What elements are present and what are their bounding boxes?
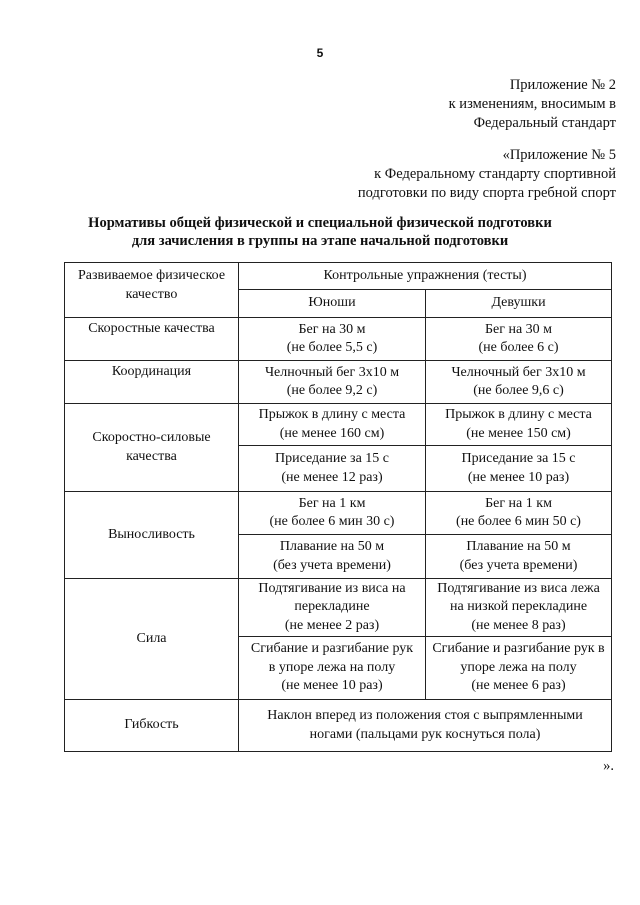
test-line: ногами (пальцами рук коснуться пола) xyxy=(309,726,541,742)
annex-line: Приложение № 2 xyxy=(509,77,616,93)
test-line: (не более 6 с) xyxy=(478,340,559,355)
annex-quote-line: к Федеральному стандарту спортивной xyxy=(374,166,616,182)
annex-line: к изменениям, вносимым в xyxy=(448,96,616,112)
quality-cell xyxy=(65,404,239,492)
quality-line: Скоростно-силовые xyxy=(92,430,211,445)
test-line: Подтягивание из виса лежа xyxy=(437,580,600,596)
quality-cell: Гибкость xyxy=(65,700,239,752)
test-line: (не более 9,6 с) xyxy=(473,383,564,398)
table-row xyxy=(65,318,612,361)
test-line: Плавание на 50 м xyxy=(466,539,571,554)
test-line: на низкой перекладине xyxy=(449,599,588,615)
quality-cell: Выносливость xyxy=(65,492,239,579)
girls-test-cell xyxy=(426,361,612,404)
quality-line: качества xyxy=(126,448,177,464)
test-line: упоре лежа на полу xyxy=(460,659,577,675)
table-row xyxy=(65,579,612,637)
table-row xyxy=(65,700,612,752)
test-line: Бег на 30 м xyxy=(484,321,553,337)
test-line: Челночный бег 3x10 м xyxy=(451,364,586,380)
test-line: Сгибание и разгибание рук xyxy=(250,641,414,657)
boys-test-cell xyxy=(239,361,426,404)
test-line: Сгибание и разгибание рук в xyxy=(432,641,605,657)
girls-test-cell xyxy=(426,446,612,492)
boys-test-cell xyxy=(239,446,426,492)
boys-test-cell xyxy=(239,492,426,535)
test-line: (не менее 8 раз) xyxy=(471,617,566,633)
table-header-row xyxy=(65,263,612,290)
quality-cell: Сила xyxy=(65,579,239,700)
test-line: Челночный бег 3x10 м xyxy=(264,364,400,380)
girls-test-cell xyxy=(426,535,612,579)
test-line: (не менее 12 раз) xyxy=(281,469,383,485)
test-line: Плавание на 50 м xyxy=(279,539,385,554)
header-quality-line: Развиваемое физическое xyxy=(77,268,226,283)
test-line: Бег на 1 км xyxy=(298,495,366,511)
title-line: для зачисления в группы на этапе начальной подготовки xyxy=(131,233,509,249)
document-title xyxy=(0,214,640,250)
test-line: перекладине xyxy=(294,599,370,615)
header-tests-cell: Контрольные упражнения (тесты) xyxy=(239,263,612,290)
annex-quote-reference xyxy=(358,146,616,203)
quality-cell: Скоростные качества xyxy=(65,318,239,361)
test-line: (не более 6 мин 50 с) xyxy=(456,514,581,529)
header-quality-cell xyxy=(65,263,239,318)
quality-cell: Координация xyxy=(65,361,239,404)
annex-quote-line: подготовки по виду спорта гребной спорт xyxy=(357,185,616,201)
test-line: Подтягивание из виса на xyxy=(258,580,406,596)
test-line: Приседание за 15 с xyxy=(274,451,389,466)
annex-reference xyxy=(449,76,616,133)
standards-table xyxy=(64,262,612,752)
test-line: (не более 6 мин 30 с) xyxy=(269,514,395,529)
table-row xyxy=(65,361,612,404)
test-line: (не менее 160 см) xyxy=(279,425,385,441)
header-girls-cell: Девушки xyxy=(426,290,612,318)
annex-quote-line: «Приложение № 5 xyxy=(502,147,616,163)
test-line: (не более 9,2 с) xyxy=(286,383,378,398)
test-line: (не менее 150 см) xyxy=(466,425,571,441)
test-line: (без учета времени) xyxy=(273,557,391,573)
header-quality-line: качество xyxy=(125,286,178,302)
table-row xyxy=(65,492,612,535)
test-line: (не менее 2 раз) xyxy=(284,617,380,633)
boys-test-cell xyxy=(239,579,426,637)
boys-test-cell xyxy=(239,318,426,361)
boys-test-cell xyxy=(239,404,426,446)
test-line: (без учета времени) xyxy=(459,557,578,573)
table-row xyxy=(65,404,612,446)
page-number: 5 xyxy=(316,46,324,60)
test-line: (не менее 10 раз) xyxy=(467,469,570,485)
test-line: Бег на 1 км xyxy=(485,495,552,511)
girls-test-cell xyxy=(426,579,612,637)
test-line: (не менее 6 раз) xyxy=(471,678,566,694)
test-line: Приседание за 15 с xyxy=(461,451,576,466)
header-boys-cell: Юноши xyxy=(239,290,426,318)
test-line: Наклон вперед из положения стоя с выпрямленными xyxy=(267,708,583,723)
flexibility-test-cell xyxy=(239,700,612,752)
boys-test-cell xyxy=(239,637,426,700)
annex-line: Федеральный стандарт xyxy=(473,115,616,131)
test-line: в упоре лежа на полу xyxy=(268,659,396,675)
girls-test-cell xyxy=(426,492,612,535)
title-line: Нормативы общей физической и специальной физической подготовки xyxy=(88,215,552,231)
test-line: Прыжок в длину с места xyxy=(445,407,592,422)
girls-test-cell xyxy=(426,637,612,700)
girls-test-cell xyxy=(426,318,612,361)
test-line: (не менее 10 раз) xyxy=(281,678,383,694)
girls-test-cell xyxy=(426,404,612,446)
boys-test-cell xyxy=(239,535,426,579)
test-line: Бег на 30 м xyxy=(298,321,366,337)
test-line: Прыжок в длину с места xyxy=(258,407,406,422)
test-line: (не более 5,5 с) xyxy=(286,340,378,355)
closing-quote-mark: ». xyxy=(603,758,614,774)
